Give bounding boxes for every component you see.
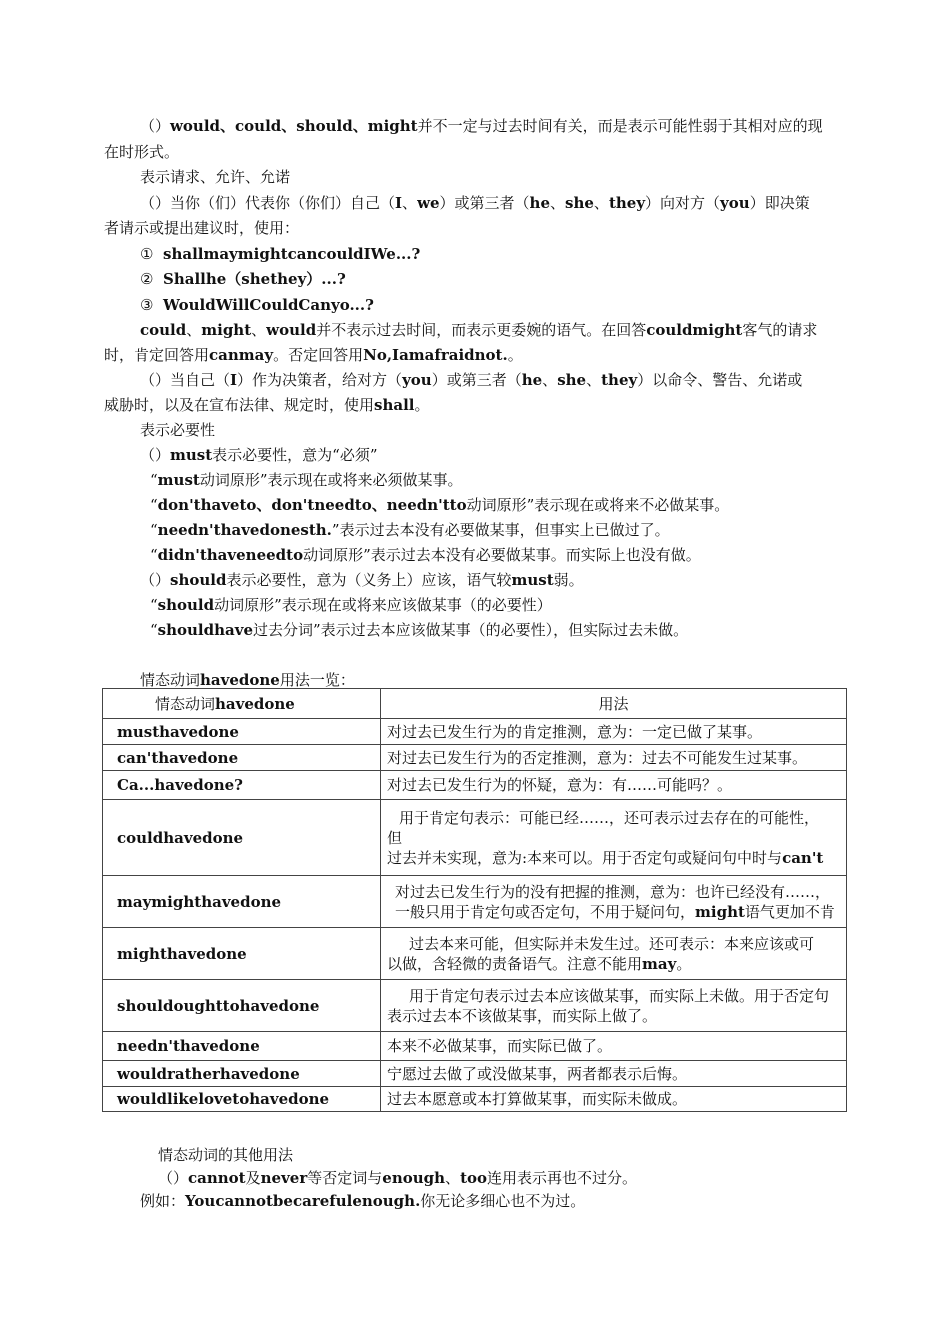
usage-line: 一般只用于肯定句或否定句，不用于疑问句，might语气更加不肯 xyxy=(395,902,835,921)
row-usage: 对过去已发生行为的否定推测，意为：过去不可能发生过某事。 xyxy=(381,745,847,771)
table-row xyxy=(103,980,847,1032)
table-row xyxy=(103,800,847,876)
paragraph-line: 威胁时，以及在宣布法律、规定时，使用shall。 xyxy=(104,396,430,414)
table-row xyxy=(103,771,847,800)
paragraph-line: “don'thaveto、don'tneedto、needn'tto动词原形”表示现在或将来不必做某事。 xyxy=(150,496,730,514)
paragraph-line: “needn'thavedonesth.”表示过去本没有必要做某事，但事实上已做过了。 xyxy=(150,521,670,539)
usage-line: 用于肯定句表示过去本应该做某事，而实际上未做。用于否定句 xyxy=(409,986,830,1005)
paragraph-line: 者请示或提出建议时，使用： xyxy=(104,219,300,237)
usage-line: 表示过去本不该做某事，而实际上做了。 xyxy=(387,1006,658,1025)
row-usage: 对过去已发生行为的怀疑，意为：有……可能吗？。 xyxy=(381,771,847,800)
table-row xyxy=(103,1032,847,1061)
row-term: wouldratherhavedone xyxy=(103,1061,381,1087)
table-row xyxy=(103,719,847,745)
row-usage xyxy=(381,800,847,876)
paragraph-line: 在时形式。 xyxy=(104,143,180,161)
table-row xyxy=(103,928,847,980)
paragraph-line: could、might、would并不表示过去时间，而表示更委婉的语气。在回答couldmight客气的请求 xyxy=(140,321,818,339)
header-use: 用法 xyxy=(381,689,847,719)
usage-line: 用于肯定句表示：可能已经……，还可表示过去存在的可能性， xyxy=(399,808,820,827)
example-line: 例如：Youcannotbecarefulenough.你无论多细心也不为过。 xyxy=(140,1192,586,1210)
usage-line: 过去本来可能，但实际并未发生过。还可表示：本来应该或可 xyxy=(409,934,815,953)
row-term: needn'thavedone xyxy=(103,1032,381,1061)
paragraph-line: “must动词原形”表示现在或将来必须做某事。 xyxy=(150,471,463,489)
row-usage xyxy=(381,876,847,928)
table-header-row xyxy=(103,689,847,719)
row-usage xyxy=(381,980,847,1032)
paragraph-line: “didn'thaveneedto动词原形”表示过去本没有必要做某事。而实际上也没有做。 xyxy=(150,546,701,564)
paragraph-line: （）would、could、should、might并不一定与过去时间有关，而是表示可能性弱于其相对应的现 xyxy=(140,117,823,135)
paragraph-line: 时，肯定回答用canmay。否定回答用No,Iamafraidnot.。 xyxy=(104,346,523,364)
row-term: wouldlikelovetohavedone xyxy=(103,1087,381,1112)
section-heading: 表示请求、允许、允诺 xyxy=(140,168,291,186)
table-row xyxy=(103,1061,847,1087)
row-usage: 过去本愿意或本打算做某事，而实际未做成。 xyxy=(381,1087,847,1112)
paragraph-line: （）当自己（I）作为决策者，给对方（you）或第三者（he、she、they）以命令、警告、允诺或 xyxy=(140,371,803,389)
table-row xyxy=(103,1087,847,1112)
usage-table xyxy=(102,688,847,1112)
numbered-item: ② Shallhe（shethey）...? xyxy=(140,270,346,288)
row-usage: 对过去已发生行为的肯定推测，意为：一定已做了某事。 xyxy=(381,719,847,745)
paragraph-line: （）当你（们）代表你（你们）自己（I、we）或第三者（he、she、they）向对方（you）即决策 xyxy=(140,194,810,212)
paragraph-line: （）cannot及never等否定词与enough、too连用表示再也不过分。 xyxy=(158,1169,638,1187)
section-heading: 情态动词的其他用法 xyxy=(158,1146,294,1164)
row-term: couldhavedone xyxy=(103,800,381,876)
paragraph-line: “shouldhave过去分词”表示过去本应该做某事（的必要性），但实际过去未做。 xyxy=(150,621,689,639)
paragraph-line: “should动词原形”表示现在或将来应该做某事（的必要性） xyxy=(150,596,552,614)
usage-line: 过去并未实现，意为:本来可以。用于否定句或疑问句中时与can't xyxy=(387,848,824,867)
table-row xyxy=(103,745,847,771)
table-caption: 情态动词havedone用法一览： xyxy=(140,671,355,689)
row-usage: 宁愿过去做了或没做某事，两者都表示后悔。 xyxy=(381,1061,847,1087)
row-term: Ca...havedone? xyxy=(103,771,381,800)
numbered-item: ③ WouldWillCouldCanyo...? xyxy=(140,296,374,314)
row-usage: 本来不必做某事，而实际已做了。 xyxy=(381,1032,847,1061)
header-term: 情态动词havedone xyxy=(103,689,381,719)
paragraph-line: （）must表示必要性，意为“必须” xyxy=(140,446,378,464)
numbered-item: ① shallmaymightcancouldIWe...? xyxy=(140,245,421,263)
section-heading: 表示必要性 xyxy=(140,421,216,439)
table-row xyxy=(103,876,847,928)
row-term: can'thavedone xyxy=(103,745,381,771)
paragraph-line: （）should表示必要性，意为（义务上）应该，语气较must弱。 xyxy=(140,571,584,589)
row-usage xyxy=(381,928,847,980)
usage-line: 对过去已发生行为的没有把握的推测，意为：也许已经没有……， xyxy=(395,882,831,901)
row-term: shouldoughttohavedone xyxy=(103,980,381,1032)
row-term: maymighthavedone xyxy=(103,876,381,928)
usage-line: 但 xyxy=(387,828,403,847)
row-term: mighthavedone xyxy=(103,928,381,980)
usage-line: 以做，含轻微的责备语气。注意不能用may。 xyxy=(387,954,692,973)
row-term: musthavedone xyxy=(103,719,381,745)
